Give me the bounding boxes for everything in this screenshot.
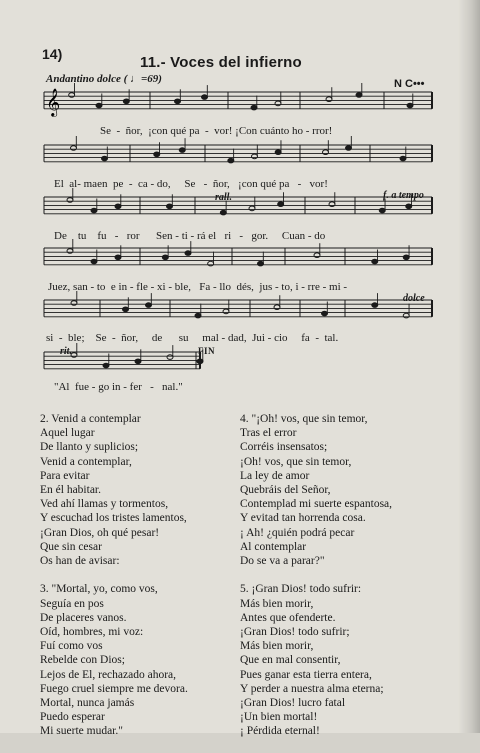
- note-head: [91, 208, 97, 213]
- verse-line: Al contemplar: [240, 540, 307, 553]
- verse-line: Fuí como vos: [40, 640, 103, 653]
- note-head: [175, 99, 181, 104]
- verse-line: Y escuchad los tristes lamentos,: [40, 512, 187, 525]
- verse-line: ¡ Pérdida eternal!: [240, 725, 320, 738]
- verse-line: Aquel lugar: [40, 427, 95, 440]
- note-head: [185, 251, 191, 256]
- verse-line: Seguía en pos: [40, 597, 104, 610]
- hymn-title: 11.- Voces del infierno: [140, 54, 302, 71]
- note-head: [258, 261, 264, 266]
- stanza-4: [240, 412, 450, 568]
- note-head: [135, 359, 141, 364]
- verse-line: Antes que ofenderte.: [240, 611, 336, 624]
- verse-line: 2. Venid a contemplar: [40, 413, 141, 425]
- verse-line: ¡Gran Dios! lucro fatal: [240, 697, 346, 710]
- page-number: 14): [42, 46, 63, 62]
- verse-line: Fuego cruel siempre me devora.: [40, 682, 188, 695]
- note-head: [372, 303, 378, 308]
- verse-line: De llanto y suplicios;: [40, 441, 139, 454]
- note-head: [102, 156, 108, 161]
- note-head: [167, 355, 173, 360]
- note-head: [154, 152, 160, 157]
- verse-line: Contemplad mi suerte espantosa,: [240, 498, 393, 511]
- verse-line: Pues ganar esta tierra entera,: [240, 668, 372, 681]
- lyric-line-6: "Al fue - go in - fer - nal.": [54, 381, 183, 393]
- verse-line: 3. "Mortal, yo, como vos,: [40, 583, 158, 596]
- note-head: [123, 99, 129, 104]
- verse-line: Venid a contemplar,: [40, 455, 132, 468]
- treble-clef-icon: 𝄞: [46, 88, 61, 116]
- verses-left-column: [40, 412, 240, 753]
- verse-line: La ley de amor: [240, 469, 310, 482]
- a-tempo-marking: f. a tempo: [383, 190, 424, 201]
- note-head: [162, 255, 168, 260]
- lyric-line-4: Juez, san - to e in - fle - xi - ble, Fa - llo dés, jus - to, i - rre - mi -: [48, 281, 348, 293]
- note-head: [278, 202, 284, 207]
- note-head: [146, 303, 152, 308]
- note-head: [167, 204, 173, 209]
- verse-line: Corréis insensatos;: [240, 441, 328, 454]
- note-head: [346, 146, 352, 151]
- rall-marking: rall.: [215, 192, 232, 203]
- verse-line: Más bien morir,: [240, 597, 314, 610]
- verse-line: ¡ Ah! ¿quién podrá pecar: [240, 526, 355, 539]
- verse-line: ¡Gran Dios! todo sufrir;: [240, 626, 350, 639]
- note-head: [115, 255, 121, 260]
- verse-line: ¡Gran Dios, oh qué pesar!: [40, 526, 160, 539]
- verse-line: Para evitar: [40, 469, 90, 482]
- note-head: [407, 103, 413, 108]
- verse-line: Tras el error: [240, 427, 297, 440]
- verse-line: Puedo esperar: [40, 711, 105, 724]
- verse-line: Más bien morir,: [240, 640, 314, 653]
- note-head: [372, 259, 378, 264]
- stanza-2: [40, 412, 240, 568]
- verse-line: Que sin cesar: [40, 540, 102, 553]
- note-head: [322, 311, 328, 316]
- stanza-3: [40, 582, 240, 738]
- verse-line: Lejos de El, rechazado ahora,: [40, 668, 177, 681]
- verse-line: 4. "¡Oh! vos, que sin temor,: [240, 413, 368, 425]
- note-head: [123, 307, 129, 312]
- note-head: [115, 204, 121, 209]
- verse-line: 5. ¡Gran Dios! todo sufrir:: [240, 583, 362, 596]
- note-head: [251, 105, 257, 110]
- fin-marking: FIN: [198, 346, 215, 356]
- verse-line: ¡Un bien mortal!: [240, 711, 318, 724]
- note-head: [379, 208, 385, 213]
- note-head: [220, 210, 226, 215]
- lyric-line-3: De tu fu - ror Sen - ti - rá el ri - gor. Cuan - do: [54, 230, 326, 242]
- verse-line: Y evitad tan horrenda cosa.: [240, 512, 366, 525]
- lyric-line-1: Se - ñor, ¡con qué pa - vor! ¡Con cuánto ho - rror!: [100, 125, 333, 137]
- note-head: [356, 93, 362, 98]
- note-head: [275, 150, 281, 155]
- stanza-5: [240, 582, 450, 738]
- composer-initials: N C•••: [394, 78, 425, 90]
- verse-line: Y perder a nuestra alma eterna;: [240, 682, 384, 695]
- verse-line: En él habitar.: [40, 484, 101, 497]
- note-head: [195, 313, 201, 318]
- verse-line: Que en mal consentir,: [240, 654, 341, 667]
- verse-line: De placeres vanos.: [40, 611, 127, 624]
- dolce-marking: dolce: [403, 293, 425, 304]
- verse-line: Os han de avisar:: [40, 555, 120, 568]
- verse-line: Do se va a parar?": [240, 555, 325, 568]
- verse-line: Oíd, hombres, mi voz:: [40, 626, 144, 639]
- note-head: [103, 363, 109, 368]
- note-head: [179, 148, 185, 153]
- lyric-line-2: El al- maen pe - ca - do, Se - ñor, ¡con qué pa - vor!: [54, 178, 328, 190]
- note-head: [91, 259, 97, 264]
- tempo-marking: Andantino dolce ( ♩=69): [46, 73, 162, 85]
- verse-line: Mortal, nunca jamás: [40, 697, 135, 710]
- note-head: [202, 95, 208, 100]
- verse-line: ¡Oh! vos, que sin temor,: [240, 455, 352, 468]
- note-head: [406, 204, 412, 209]
- verse-line: Rebelde con Dios;: [40, 654, 125, 667]
- note-head: [228, 158, 234, 163]
- note-head: [403, 255, 409, 260]
- note-head: [197, 359, 203, 364]
- note-head: [96, 103, 102, 108]
- verse-line: Mi suerte mudar.": [40, 725, 123, 738]
- lyric-line-5: si - ble; Se - ñor, de su mal - dad, Jui - cio fa - tal.: [46, 332, 339, 344]
- verses-right-column: [240, 412, 450, 753]
- verse-line: Quebráis del Señor,: [240, 484, 331, 497]
- note-head: [400, 156, 406, 161]
- verse-line: Ved ahí llamas y tormentos,: [40, 498, 169, 511]
- rit-marking: rit.: [60, 346, 72, 357]
